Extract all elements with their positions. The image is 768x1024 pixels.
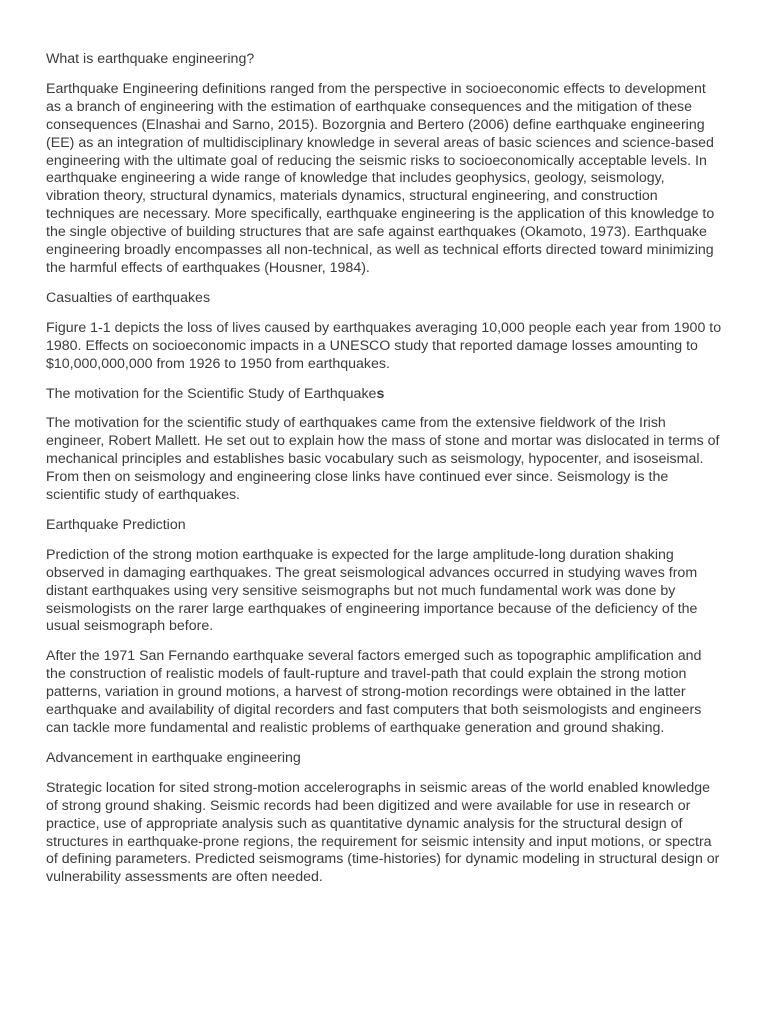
paragraph-prediction-1: Prediction of the strong motion earthquake is expected for the large amplitude-long duration shaking observed in damaging earthquakes. The great seismological advances occurred in studying waves from distant earthquakes using very sensitive seismographs but not much fundamental work was done by seismologists on the rarer large earthquakes of engineering importance because of the deficiency of the usual seismograph before.: [46, 546, 698, 635]
section-heading-advancement: Advancement in earthquake engineering: [46, 749, 301, 766]
paragraph-casualties: Figure 1-1 depicts the loss of lives caused by earthquakes averaging 10,000 people each year from 1900 to 1980. Effects on socioeconomic impacts in a UNESCO study that reported damage losses amounting to $10,000,000,000 from 1926 to 1950 from earthquakes.: [46, 319, 722, 372]
section-heading-casualties: Casualties of earthquakes: [46, 289, 211, 306]
paragraph-motivation: The motivation for the scientific study of earthquakes came from the extensive fieldwork of the Irish engineer, Robert Mallett. He set out to explain how the mass of stone and mortar was dislocated in terms of mechanical principles and establishes basic vocabulary such as seismology, hypocenter, and isoseismal. From then on seismology and engineering close links have continued ever since. Seismology is the scientific study of earthquakes.: [46, 415, 720, 504]
section-heading-prediction: Earthquake Prediction: [46, 516, 186, 533]
section-heading-motivation: [46, 386, 722, 404]
document-page: [46, 51, 722, 899]
paragraph-prediction-2: After the 1971 San Fernando earthquake several factors emerged such as topographic amplification and the construction of realistic models of fault-rupture and travel-path that could explain the strong motion patterns, variation in ground motions, a harvest of strong-motion recordings were obtained in the latter earthquake and availability of digital recorders and fast computers that both seismologists and engineers can tackle more fundamental and realistic problems of earthquake generation and ground shaking.: [46, 648, 702, 736]
section-heading-motivation-tail: s: [376, 385, 385, 402]
paragraph-ee-definitions: Earthquake Engineering definitions ranged from the perspective in socioeconomic effects to development as a branch of engineering with the estimation of earthquake consequences and the mitigation of these consequences (Elnashai and Sarno, 2015). Bozorgnia and Bertero (2006) define earthquake engineering (EE) as an integration of multidisciplinary knowledge in several areas of basic sciences and science-based engineering with the ultimate goal of reducing the seismic risks to socioeconomically acceptable levels. In earthquake engineering a wide range of knowledge that includes geophysics, geology, seismology, vibration theory, structural dynamics, materials dynamics, structural engineering, and construction techniques are necessary. More specifically, earthquake engineering is the application of this knowledge to the single objective of building structures that are safe against earthquakes (Okamoto, 1973). Earthquake engineering broadly encompasses all non-technical, as well as technical efforts directed toward minimizing the harmful effects of earthquakes (Housner, 1984).: [46, 80, 715, 276]
section-heading-motivation-main: The motivation for the Scientific Study of Earthquake: [46, 385, 377, 402]
section-heading-what-is-ee: What is earthquake engineering?: [46, 51, 255, 67]
paragraph-advancement: Strategic location for sited strong-motion accelerographs in seismic areas of the world enabled knowledge of strong ground shaking. Seismic records had been digitized and were available for use in research or practice, use of appropriate analysis such as quantitative dynamic analysis for the structural design of structures in earthquake-prone regions, the requirement for seismic intensity and input motions, or spectra of defining parameters. Predicted seismograms (time-histories) for dynamic modeling in structural design or vulnerability assessments are often needed.: [46, 779, 720, 886]
